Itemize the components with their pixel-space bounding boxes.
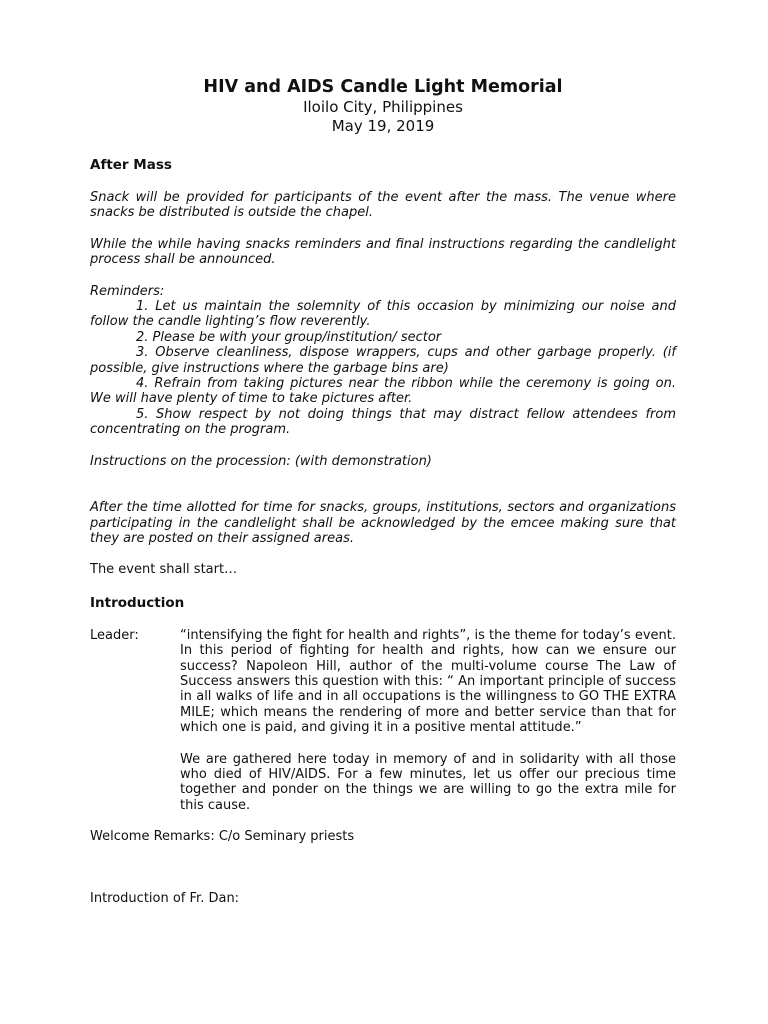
document-date: May 19, 2019 bbox=[331, 117, 435, 135]
reminder-item: 4. Refrain from taking pictures near the ribbon while the ceremony is going on. We will have plenty of time to take pictures after. bbox=[90, 376, 676, 407]
procession-instructions: Instructions on the procession: (with demonstration) bbox=[90, 453, 432, 469]
after-snacks-paragraph: After the time allotted for time for snacks, groups, institutions, sectors and organizations participating in the candlelight shall be acknowledged by the emcee making sure that they are posted on their assigned areas. bbox=[90, 500, 676, 546]
reminder-item: 3. Observe cleanliness, dispose wrappers, cups and other garbage properly. (if possible, give instructions where the garbage bins are) bbox=[90, 345, 676, 376]
document-page bbox=[90, 76, 676, 922]
reminders-intro-paragraph: While the while having snacks reminders and final instructions regarding the candlelight process shall be announced. bbox=[90, 236, 676, 268]
document-title: HIV and AIDS Candle Light Memorial bbox=[203, 77, 563, 97]
welcome-remarks-line: Welcome Remarks: C/o Seminary priests bbox=[90, 829, 355, 845]
reminder-item: 5. Show respect by not doing things that may distract fellow attendees from concentrating on the program. bbox=[90, 406, 676, 438]
event-start-line: The event shall start… bbox=[90, 562, 238, 578]
document-location: Iloilo City, Philippines bbox=[303, 98, 463, 116]
section-heading-after-mass: After Mass bbox=[90, 157, 172, 173]
leader-paragraph: We are gathered here today in memory of and in solidarity with all those who died of HIV/AIDS. For a few minutes, let us offer our precious time together and ponder on the things we are willing to go the extra mile for this cause. bbox=[180, 751, 676, 813]
leader-paragraph: “intensifying the fight for health and rights”, is the theme for today’s event. In this period of fighting for health and rights, how can we ensure our success? Napoleon Hill, author of the multi-volume course The Law of Success answers this question with this: “ An important principle of success in all walks of life and in all occupations is the willingness to GO THE EXTRA MILE; which means the rendering of more and better service than that for which one is paid, and giving it in a positive mental attitude.” bbox=[180, 627, 676, 736]
title-block bbox=[90, 76, 676, 136]
reminders-list bbox=[90, 284, 676, 438]
leader-body bbox=[180, 628, 676, 813]
reminder-item: 1. Let us maintain the solemnity of this occasion by minimizing our noise and follow the candle lighting’s flow reverently. bbox=[90, 299, 676, 330]
reminder-item: 2. Please be with your group/institution/ sector bbox=[136, 329, 442, 345]
reminders-label: Reminders: bbox=[90, 283, 165, 299]
section-heading-introduction: Introduction bbox=[90, 594, 185, 611]
snack-paragraph: Snack will be provided for participants of the event after the mass. The venue where snacks be distributed is outside the chapel. bbox=[90, 190, 676, 221]
leader-label: Leader: bbox=[90, 627, 139, 643]
introduction-of-line: Introduction of Fr. Dan: bbox=[90, 890, 240, 906]
leader-script bbox=[90, 628, 676, 813]
